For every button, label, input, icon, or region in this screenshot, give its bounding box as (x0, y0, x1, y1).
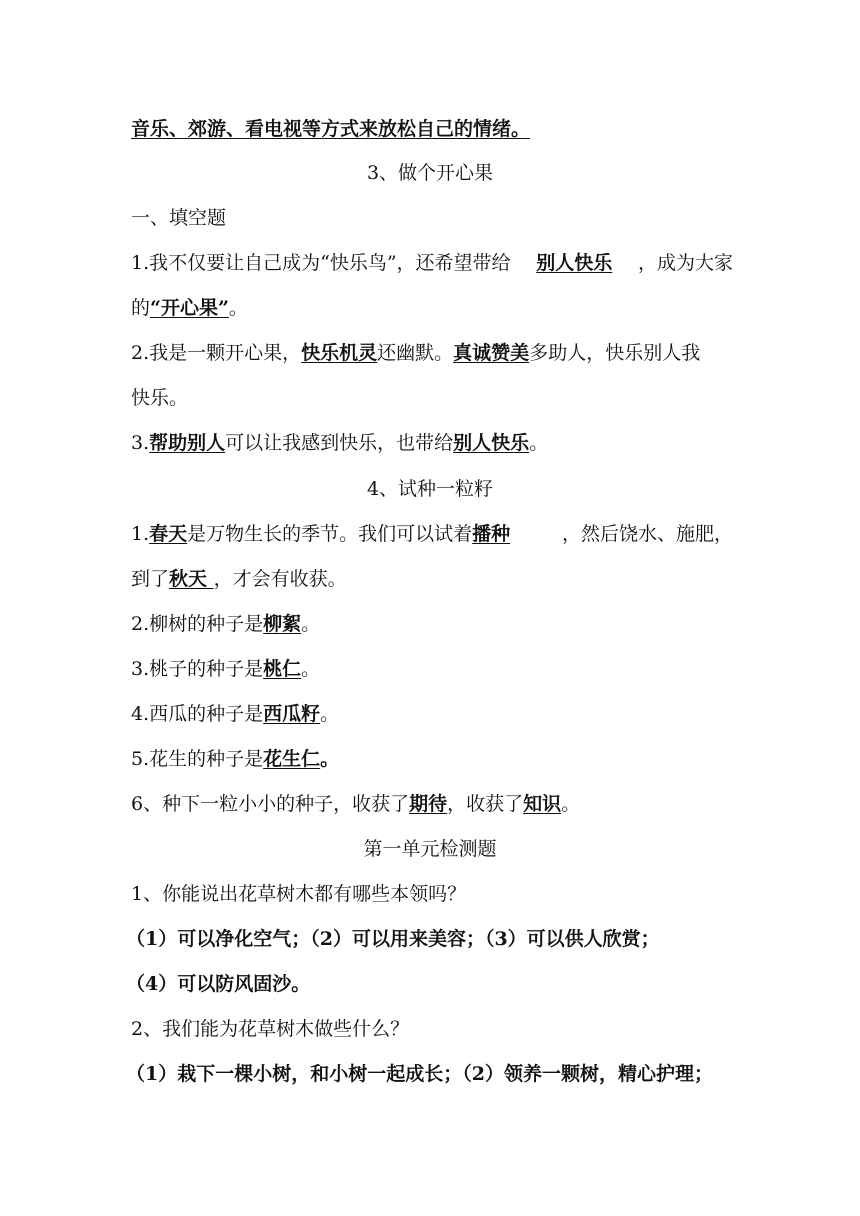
question-text: 。 (529, 432, 549, 454)
answer-text: 快乐机灵 (301, 342, 378, 364)
section-heading-fill-blank: 一、填空题 (131, 207, 227, 229)
question-1-line-1 (131, 250, 733, 276)
question-text: 。 (320, 703, 340, 725)
question-text: ，然后饶水、施肥， (561, 523, 733, 545)
question-text: 3.桃子的种子是 (131, 658, 264, 680)
question-text: ，成为大家 (637, 252, 733, 274)
seed-question-4 (131, 701, 741, 727)
answer-text: 柳絮 (263, 613, 302, 635)
question-3 (131, 430, 741, 456)
question-text: 1. (131, 523, 150, 545)
answer-continuation: 音乐、郊游、看电视等方式来放松自己的情绪。 (131, 118, 531, 140)
question-text: 可以让我感到快乐，也带给 (225, 432, 454, 454)
answer-text: 帮助别人 (149, 432, 226, 454)
question-text: 5.花生的种子是 (131, 748, 264, 770)
question-text: 是万物生长的季节。我们可以试着 (187, 523, 473, 545)
question-1-line-2 (131, 295, 741, 321)
test-answer-2-line-1: （1）栽下一棵小树，和小树一起成长；（2）领养一颗树，精心护理； (126, 1063, 713, 1085)
answer-text: 桃仁 (263, 658, 302, 680)
question-text: 1.我不仅要让自己成为“快乐鸟”，还希望带给 (131, 252, 511, 274)
answer-text: “开心果” (150, 297, 229, 319)
lesson-title-3: 3、做个开心果 (366, 162, 494, 184)
answer-text: 真诚赞美 (453, 342, 530, 364)
test-answer-1-line-2: （4）可以防风固沙。 (126, 973, 311, 995)
seed-question-2 (131, 611, 741, 637)
test-question-1: 1、你能说出花草树木都有哪些本领吗？ (131, 883, 467, 905)
seed-question-1-line-2 (131, 566, 741, 592)
question-text: 还幽默。 (377, 342, 454, 364)
question-text: 2.我是一颗开心果， (131, 342, 302, 364)
seed-question-5 (131, 746, 741, 772)
lesson-title-4: 4、试种一粒籽 (366, 478, 494, 500)
answer-text: 花生仁 (263, 748, 321, 770)
answer-text: 春天 (149, 523, 188, 545)
seed-question-1-line-1 (131, 521, 733, 547)
question-text: 多助人，快乐别人我 (529, 342, 701, 364)
test-question-2: 2、我们能为花草树木做些什么？ (131, 1018, 410, 1040)
answer-text: 西瓜籽 (263, 703, 321, 725)
question-text: 。 (228, 297, 248, 319)
question-2-line-1 (131, 340, 741, 366)
question-text: 。 (301, 658, 321, 680)
answer-text: 别人快乐 (453, 432, 530, 454)
seed-question-6 (131, 791, 741, 817)
answer-text: 播种 (472, 523, 511, 545)
answer-text: 秋天 (169, 568, 214, 590)
answer-text: 期待 (409, 793, 448, 815)
question-2-line-2: 快乐。 (131, 387, 189, 409)
question-text: 到了 (131, 568, 170, 590)
question-text: ，才会有收获。 (213, 568, 347, 590)
unit-test-title: 第一单元检测题 (363, 838, 497, 860)
question-text: 3. (131, 432, 150, 454)
question-text: 6、种下一粒小小的种子，收获了 (131, 793, 410, 815)
question-text: 。 (301, 613, 321, 635)
question-text: 4.西瓜的种子是 (131, 703, 264, 725)
question-text: 。 (320, 748, 340, 770)
answer-text: 知识 (523, 793, 562, 815)
answer-text: 别人快乐 (536, 252, 613, 274)
question-text: 2.柳树的种子是 (131, 613, 264, 635)
question-text: 。 (561, 793, 581, 815)
question-text: ，收获了 (447, 793, 524, 815)
question-text: 的 (131, 297, 151, 319)
seed-question-3 (131, 656, 741, 682)
test-answer-1-line-1: （1）可以净化空气；（2）可以用来美容；（3）可以供人欣赏； (126, 928, 660, 950)
